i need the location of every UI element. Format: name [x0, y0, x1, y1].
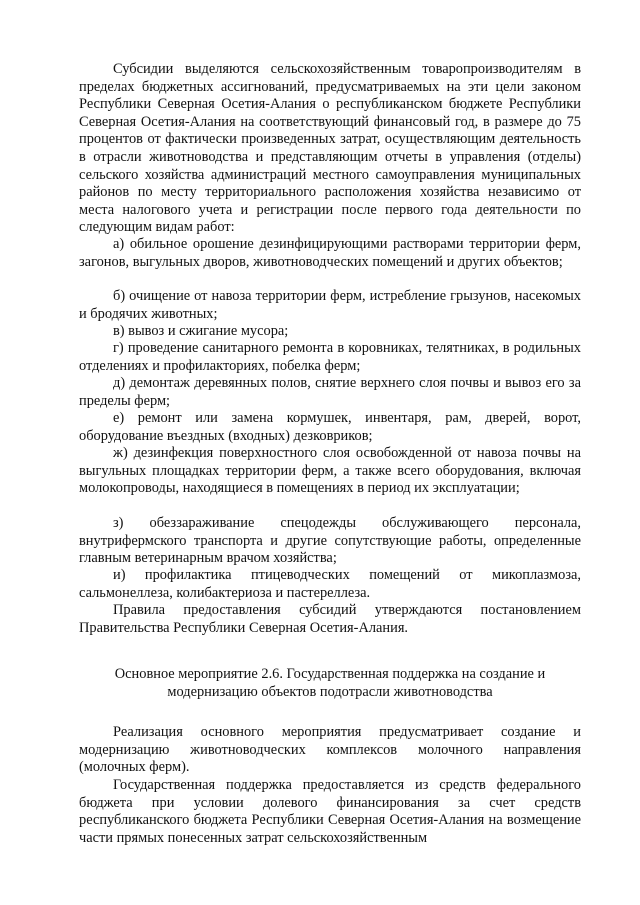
section-heading-line-2: модернизацию объектов подотрасли животноводства	[167, 683, 493, 700]
list-item-e: д) демонтаж деревянных полов, снятие верхнего слоя почвы и вывоз его за пределы ферм;	[79, 375, 581, 409]
section-heading	[79, 666, 581, 701]
paragraph-subsidy-rules: Правила предоставления субсидий утверждаются постановлением Правительства Республики Северная Осетия-Алания.	[79, 602, 581, 636]
list-item-b: б) очищение от навоза территории ферм, истребление грызунов, насекомых и бродячих животных;	[79, 288, 581, 322]
paragraph-state-support: Государственная поддержка предоставляется из средств федерального бюджета при условии долевого финансирования за счет средств республиканского бюджета Республики Северная Осетия-Алания на возмещение части прямых понесенных затрат сельскохозяйственным	[79, 777, 581, 846]
paragraph-subsidies-intro: Субсидии выделяются сельскохозяйственным товаропроизводителям в пределах бюджетных ассигнований, предусматриваемых на эти цели законом Республики Северная Осетия-Алания о республиканском бюджете Республики Северная Осетия-Алания на соответствующий финансовый год, в размере до 75 процентов от фактически произведенных затрат, осуществляющим деятельность в отрасли животноводства и представляющим отчеты в управления (отделы) сельского хозяйства администраций местного самоуправления муниципальных районов по месту территориального расположения хозяйства независимо от места налогового учета и регистрации после первого года деятельности по следующим видам работ:	[79, 61, 581, 236]
list-item-i: и) профилактика птицеводческих помещений от микоплазмоза, сальмонеллеза, колибактериоза и пастереллеза.	[79, 567, 581, 601]
paragraph-measure-implementation: Реализация основного мероприятия предусматривает создание и модернизацию животноводческих комплексов молочного направления (молочных ферм).	[79, 724, 581, 776]
list-item-f: е) ремонт или замена кормушек, инвентаря, рам, дверей, ворот, оборудование въездных (входных) дезковриков;	[79, 410, 581, 444]
list-item-h: з) обеззараживание спецодежды обслуживающего персонала, внутрифермского транспорта и другие сопутствующие работы, определенные главным ветеринарным врачом хозяйства;	[79, 515, 581, 567]
list-item-d: г) проведение санитарного ремонта в коровниках, телятниках, в родильных отделениях и профилакториях, побелка ферм;	[79, 340, 581, 374]
list-item-a: а) обильное орошение дезинфицирующими растворами территории ферм, загонов, выгульных дворов, животноводческих помещений и других объектов;	[79, 236, 581, 270]
section-heading-line-1: Основное мероприятие 2.6. Государственная поддержка на создание и	[114, 666, 546, 682]
list-item-g: ж) дезинфекция поверхностного слоя освобожденной от навоза почвы на выгульных площадках территории ферм, а также всего оборудования, включая молокопроводы, находящиеся в помещениях в период их эксплуатации;	[79, 445, 581, 497]
list-item-c: в) вывоз и сжигание мусора;	[113, 323, 289, 339]
